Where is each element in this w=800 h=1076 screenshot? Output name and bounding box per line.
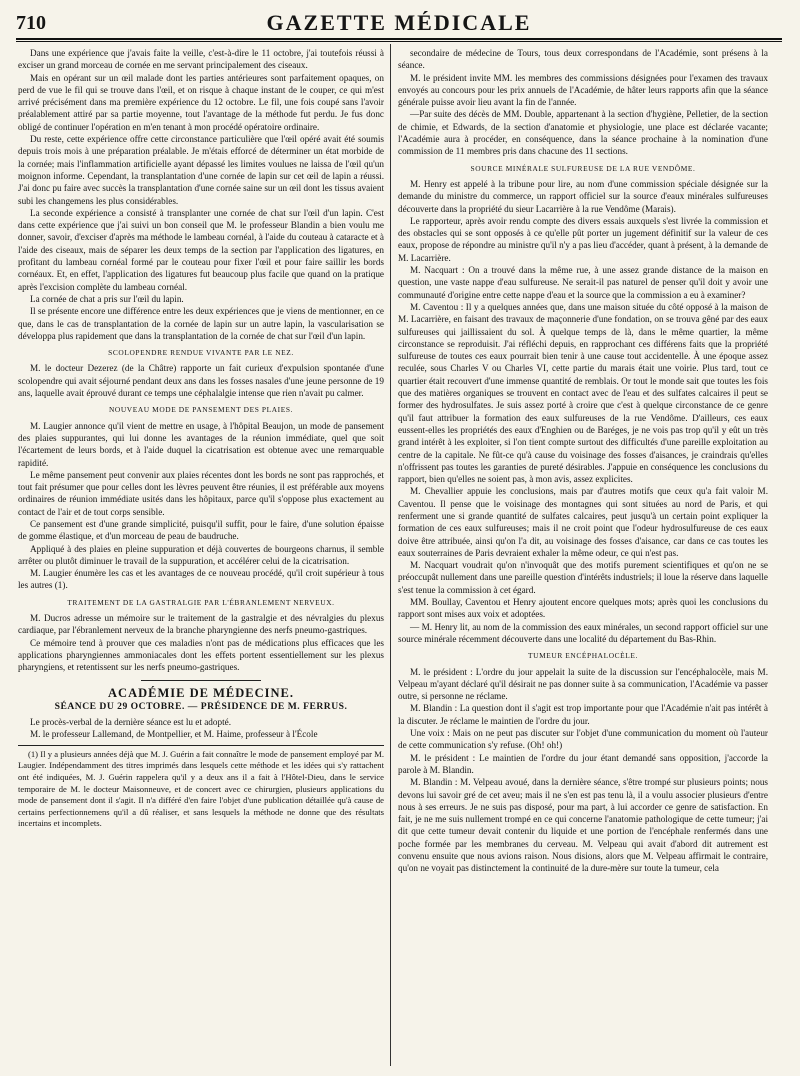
paragraph: Dans une expérience que j'avais faite la veille, c'est-à-dire le 11 octobre, j'ai toutefois réussi à exciser un grand morceau de cornée en me servant principalement des ciseaux. — [18, 48, 384, 71]
paragraph: Ce pansement est d'une grande simplicité, puisqu'il suffit, pour le faire, d'une solution épaisse de gomme élastique, et d'un morceau de peau de baudruche. — [18, 518, 384, 542]
page-header — [16, 10, 782, 36]
paragraph: La seconde expérience a consisté à transplanter une cornée de chat sur l'œil d'un lapin. C'est dans cette expérience que j'ai suivi un bon conseil que M. le professeur Blandin a bien voulu me donner, savoir, d'exciser d'après ma méthode le lambeau cornéal, à l'aide du couteau à cataracte et à l'aide des ciseaux, mais de séparer les deux temps de la section par l'application des ligatures, en profitant du lambeau cornéal formé par le couteau pour fixer l'œil et pour faire saillir les bords cornéaux. Et, en effet, l'application des ligatures fut beaucoup plus facile que quand on la pratique après l'excision complète du lambeau cornéal. — [18, 207, 384, 292]
paragraph: Appliqué à des plaies en pleine suppuration et déjà couvertes de bourgeons charnus, il semble arrêter ou plutôt diminuer le travail de la suppuration, et accélérer celui de la cicatrisation. — [18, 543, 384, 566]
paragraph: secondaire de médecine de Tours, tous deux correspondans de l'Académie, sont présens à la séance. — [398, 48, 768, 71]
section-heading: SOURCE MINÉRALE SULFUREUSE DE LA RUE VENDÔME. — [470, 163, 696, 173]
paragraph: Le rapporteur, après avoir rendu compte des divers essais auxquels s'est livrée la commission et des obstacles qui se sont opposés à ce qu'elle pût porter un jugement définitif sur la valeur de ces eaux, propose de répondre au ministre qu'il n'y a pas lieu d'accéder, quant à présent, à la demande de M. Lacarrière. — [398, 215, 768, 263]
paragraph: Le même pansement peut convenir aux plaies récentes dont les bords ne sont pas rapprochés, et tout fait présumer que pour celles dont les lèvres peuvent être réunies, il est préférable aux moyens ordinaires de réunion immédiate usités dans les hôpitaux, parce qu'il s'oppose plus exactement au contact de l'air et de tout corps sensible. — [18, 469, 384, 517]
header-rule-thin — [16, 41, 782, 42]
footnote-rule — [18, 745, 384, 746]
paragraph: M. Nacquart : On a trouvé dans la même rue, à une assez grande distance de la maison en question, une vaste nappe d'eau sulfureuse. Ne serait-il pas naturel de penser qu'il doit y avoir une communauté d'origine entre cette nappe d'eau et la source que la commission a eu à examiner? — [398, 265, 768, 300]
paragraph: M. Ducros adresse un mémoire sur le traitement de la gastralgie et des névralgies du plexus cardiaque, par l'ébranlement nerveux de la branche pharyngienne des nerfs pneumo-gastriques. — [18, 613, 384, 636]
footnote — [18, 749, 384, 830]
paragraph: M. Chevallier appuie les conclusions, mais par d'autres motifs que ceux qu'a fait valoir M. Caventou. Il pense que le voisinage des montagnes qui sont situées au nord de Paris, et qui renferment une si grande quantité de sulfates calcaires, peut jusqu'à un certain point expliquer la formation de ces eaux sulfureuses; mais il ne croit point que l'odeur hydrosulfureuse de ces eaux doive être attribuée, ainsi qu'on l'a dit, au voisinage des fosses d'aisance, car dans ce cas toutes les eaux souterraines de Paris devraient exhaler la même odeur, ce qui n'est pas. — [398, 486, 768, 558]
academy-heading: ACADÉMIE DE MÉDECINE. — [108, 685, 294, 700]
paragraph: M. le président : L'ordre du jour appelait la suite de la discussion sur l'encéphalocèle, mais M. Velpeau m'ayant déclaré qu'il désirait ne pas donner suite à sa communication, l'Académie va passer outre, si personne ne réclame. — [398, 666, 768, 702]
paragraph: M. Laugier annonce qu'il vient de mettre en usage, à l'hôpital Beaujon, un mode de pansement des plaies suppurantes, qui lui donne les avantages de la réunion immédiate, quel que soit l'écartement de leurs bords, et à l'aide duquel la cicatrisation est obtenue avec une remarquable rapidité. — [18, 420, 384, 468]
section-divider — [141, 680, 261, 681]
paragraph: M. le président invite MM. les membres des commissions désignées pour l'examen des travaux envoyés au concours pour les prix annuels de l'Académie, de hâter leurs rapports afin que la séance générale puisse avoir lieu avant la fin de l'année. — [398, 72, 768, 108]
page-number: 710 — [16, 12, 46, 34]
session-heading: SÉANCE DU 29 OCTOBRE. — PRÉSIDENCE DE M. FERRUS. — [54, 700, 348, 712]
section-heading: SCOLOPENDRE RENDUE VIVANTE PAR LE NEZ. — [108, 348, 294, 358]
section-heading: TRAITEMENT DE LA GASTRALGIE PAR L'ÉBRANLEMENT NERVEUX. — [67, 597, 335, 607]
left-column — [18, 47, 384, 1065]
paragraph: M. le docteur Dezerez (de la Châtre) rapporte un fait curieux d'expulsion spontanée d'une scolopendre qui avait séjourné pendant deux ans dans les fosses nasales d'une jeune personne de 19 ans, laquelle avait éprouvé durant ce temps une céphalalgie intense que rien n'avait pu calmer. — [18, 363, 384, 399]
paragraph: La cornée de chat a pris sur l'œil du lapin. — [30, 293, 184, 304]
right-column — [398, 47, 768, 1065]
paragraph: Une voix : Mais on ne peut pas discuter sur l'objet d'une communication du moment où l'auteur de cette communication s'y refuse. (Oh! oh!) — [398, 728, 768, 751]
paragraph: —Par suite des décès de MM. Double, appartenant à la section d'hygiène, Pelletier, de la section de chimie, et Edwards, de la section d'anatomie et physiologie, une place est déclarée vacante; l'Académie aura à procéder, en conséquence, dans la séance prochaine à la nomination d'une commission de 11 membres pris dans chacune des 11 sections. — [398, 109, 768, 157]
paragraph: — M. Henry lit, au nom de la commission des eaux minérales, un second rapport officiel sur une source minérale récemment découverte dans une localité du département du Bas-Rhin. — [398, 621, 768, 644]
paragraph: Le procès-verbal de la dernière séance est lu et adopté. — [30, 717, 231, 728]
journal-title: GAZETTE MÉDICALE — [266, 10, 532, 35]
paragraph: Du reste, cette expérience offre cette circonstance particulière que l'œil opéré avait été soumis depuis trois mois à une préparation préalable. Je m'étais efforcé de déterminer un état morbide de la cornée; mais l'inflammation artificielle ayant dépassé les limites voulues ne laissa de l'œil qu'un moignon informe. Cependant, la transplantation d'une cornée de lapin sur cet œil de lapin a réussi. J'ai donc pu faire avec succès la transplantation d'une cornée saine sur un œil dont les tissus avaient subi les changemens les plus considérables. — [18, 134, 384, 206]
paragraph: Mais en opérant sur un œil malade dont les parties antérieures sont parfaitement opaques, on perd de vue le fil qui se trouve dans l'œil, et on risque à chaque instant de le couper, ce qui m'est arrivé précisément dans ma première expérience du 12 octobre. Le fil, une fois coupé sans l'avoir préalablement attiré par sa partie moyenne, tout l'avantage de la méthode fut perdu. Je fus donc obligé de continuer l'opération en m'en tenant à mon procédé opératoire ordinaire. — [18, 72, 384, 132]
column-separator — [390, 44, 391, 1066]
section-heading: TUMEUR ENCÉPHALOCÈLE. — [528, 651, 638, 661]
paragraph: M. Henry est appelé à la tribune pour lire, au nom d'une commission spéciale désignée sur la demande du ministre du commerce, un rapport officiel sur la source d'eaux minérales sulfureuses découverte dans la propriété du sieur Lacarrière à la rue Vendôme (Marais). — [398, 178, 768, 214]
paragraph: M. Laugier énumère les cas et les avantages de ce nouveau procédé, qu'il croit supérieur à tous les autres (1). — [18, 568, 384, 591]
footnote-text: (1) Il y a plusieurs années déjà que M. J. Guérin a fait connaître le mode de pansement employé par M. Laugier. Indépendamment des titres imprimés dans lesquels cette méthode et les idées qui s'y rattachent ont été indiquées, M. J. Guérin rappelera qu'il y a deux ans il a fait à l'Hôtel-Dieu, dans le service temporaire de M. le docteur Maisonneuve, et de concert avec ce chirurgien, plusieurs applications du mode de pansement dont il s'agit. Il n'a différé d'en faire l'objet d'une publication détaillée qu'à cause de certains perfectionnemens qu'il a dû réaliser, et sans lesquels la méthode ne donne que des résultats incertains et incomplets. — [18, 748, 384, 829]
paragraph: M. le président : Le maintien de l'ordre du jour étant demandé sans opposition, j'accorde la parole à M. Blandin. — [398, 752, 768, 775]
section-heading: NOUVEAU MODE DE PANSEMENT DES PLAIES. — [109, 405, 293, 415]
paragraph: M. Blandin : M. Velpeau avoué, dans la dernière séance, s'être trompé sur plusieurs points; nous devons lui savoir gré de cet aveu; mais il ne s'en est pas tenu là, il a voulu associer plusieurs d'entre nous à ses erreurs. Je ne suis pas disposé, pour ma part, à lui accorder ce genre de satisfaction. En fait, je ne me suis nullement trompé en ce qui concerne l'anatomie pathologique de cette tumeur; j'ai dit que cette tumeur devait contenir du liquide et une portion de l'encéphale renfermés dans une poche formée par les membranes du cerveau. M. Velpeau qui avait d'abord dit autrement est convenu ensuite que nous avions raison. Nous disions, alors que M. Velpeau affirmait le contraire, qu'on ne voyait pas distinctement la continuité de la dure-mère sur toute la tumeur, cela — [398, 777, 768, 874]
header-rule — [16, 38, 782, 40]
paragraph: M. Caventou : Il y a quelques années que, dans une maison située du côté opposé à la maison de M. Lacarrière, en faisant des travaux de maçonnerie d'une fondation, on se trouva gêné par des eaux sulfureuses qui jaillissaient du sol. À quelque temps de là, dans le même quartier, la même circonstance se reproduisit. J'ai réfléchi depuis, en rapprochant ces différens faits que la propriété sulfureuse de toutes ces eaux pourrait bien tenir à une cause tout accidentelle. À une époque assez reculée, sous Charles V ou Charles VI, cette partie du marais était une voirie. Plus tard, tout ce quartier était recouvert d'une immense quantité de remblais. Or tout le monde sait que toutes les fois que des matières organiques se trouvent en contact avec de l'eau et des sulfates calcaires il peut se former des hydrosulfates. Je suis assez porté à croire que c'est à quelque circonstance de ce genre qu'il faut attribuer la formation des eaux sulfureuses de la rue Vendôme. D'ailleurs, ces eaux eussent-elles les propriétés des eaux d'Enghien ou de Baréges, je ne vois pas trop qu'il y eût un très grand intérêt à les exploiter, si l'on tient compte surtout des difficultés d'une pareille exploitation au centre de la capitale. Ne fût-ce qu'à cause du voisinage des fosses d'aisances, je craindrais qu'elles n'offrissent pas toutes les garanties de pureté désirables. J'appuie en conséquence les conclusions du rapport, bien qu'elles ne soient pas, à mon avis, assez explicites. — [398, 301, 768, 485]
paragraph: Ce mémoire tend à prouver que ces maladies n'ont pas de médications plus efficaces que les applications pharyngiennes ammoniacales dont les effets portent essentiellement sur les plexus pharyngiens, et retentissent sur les nerfs pneumo-gastriques. — [18, 637, 384, 673]
paragraph: M. Blandin : La question dont il s'agit est trop importante pour que l'Académie n'ait pas intérêt à la discuter. Je réclame le maintien de l'ordre du jour. — [398, 703, 768, 726]
paragraph: MM. Boullay, Caventou et Henry ajoutent encore quelques mots; après quoi les conclusions du rapport sont mises aux voix et adoptées. — [398, 597, 768, 620]
paragraph: Il se présente encore une différence entre les deux expériences que je viens de mentionner, en ce que, dans le cas de transplantation de la cornée de lapin sur un autre lapin, la vascularisation se développa plus rapidement que dans la transplantation de la cornée de chat sur l'œil d'un lapin. — [18, 306, 384, 341]
paragraph: M. le professeur Lallemand, de Montpellier, et M. Haime, professeur à l'École — [30, 729, 318, 740]
paragraph: M. Nacquart voudrait qu'on n'invoquât que des motifs purement scientifiques et qu'on ne se préoccupât nullement dans une pareille question d'intérêts industriels; il loue la réserve dans laquelle s'est tenue la commission à cet égard. — [398, 560, 768, 595]
